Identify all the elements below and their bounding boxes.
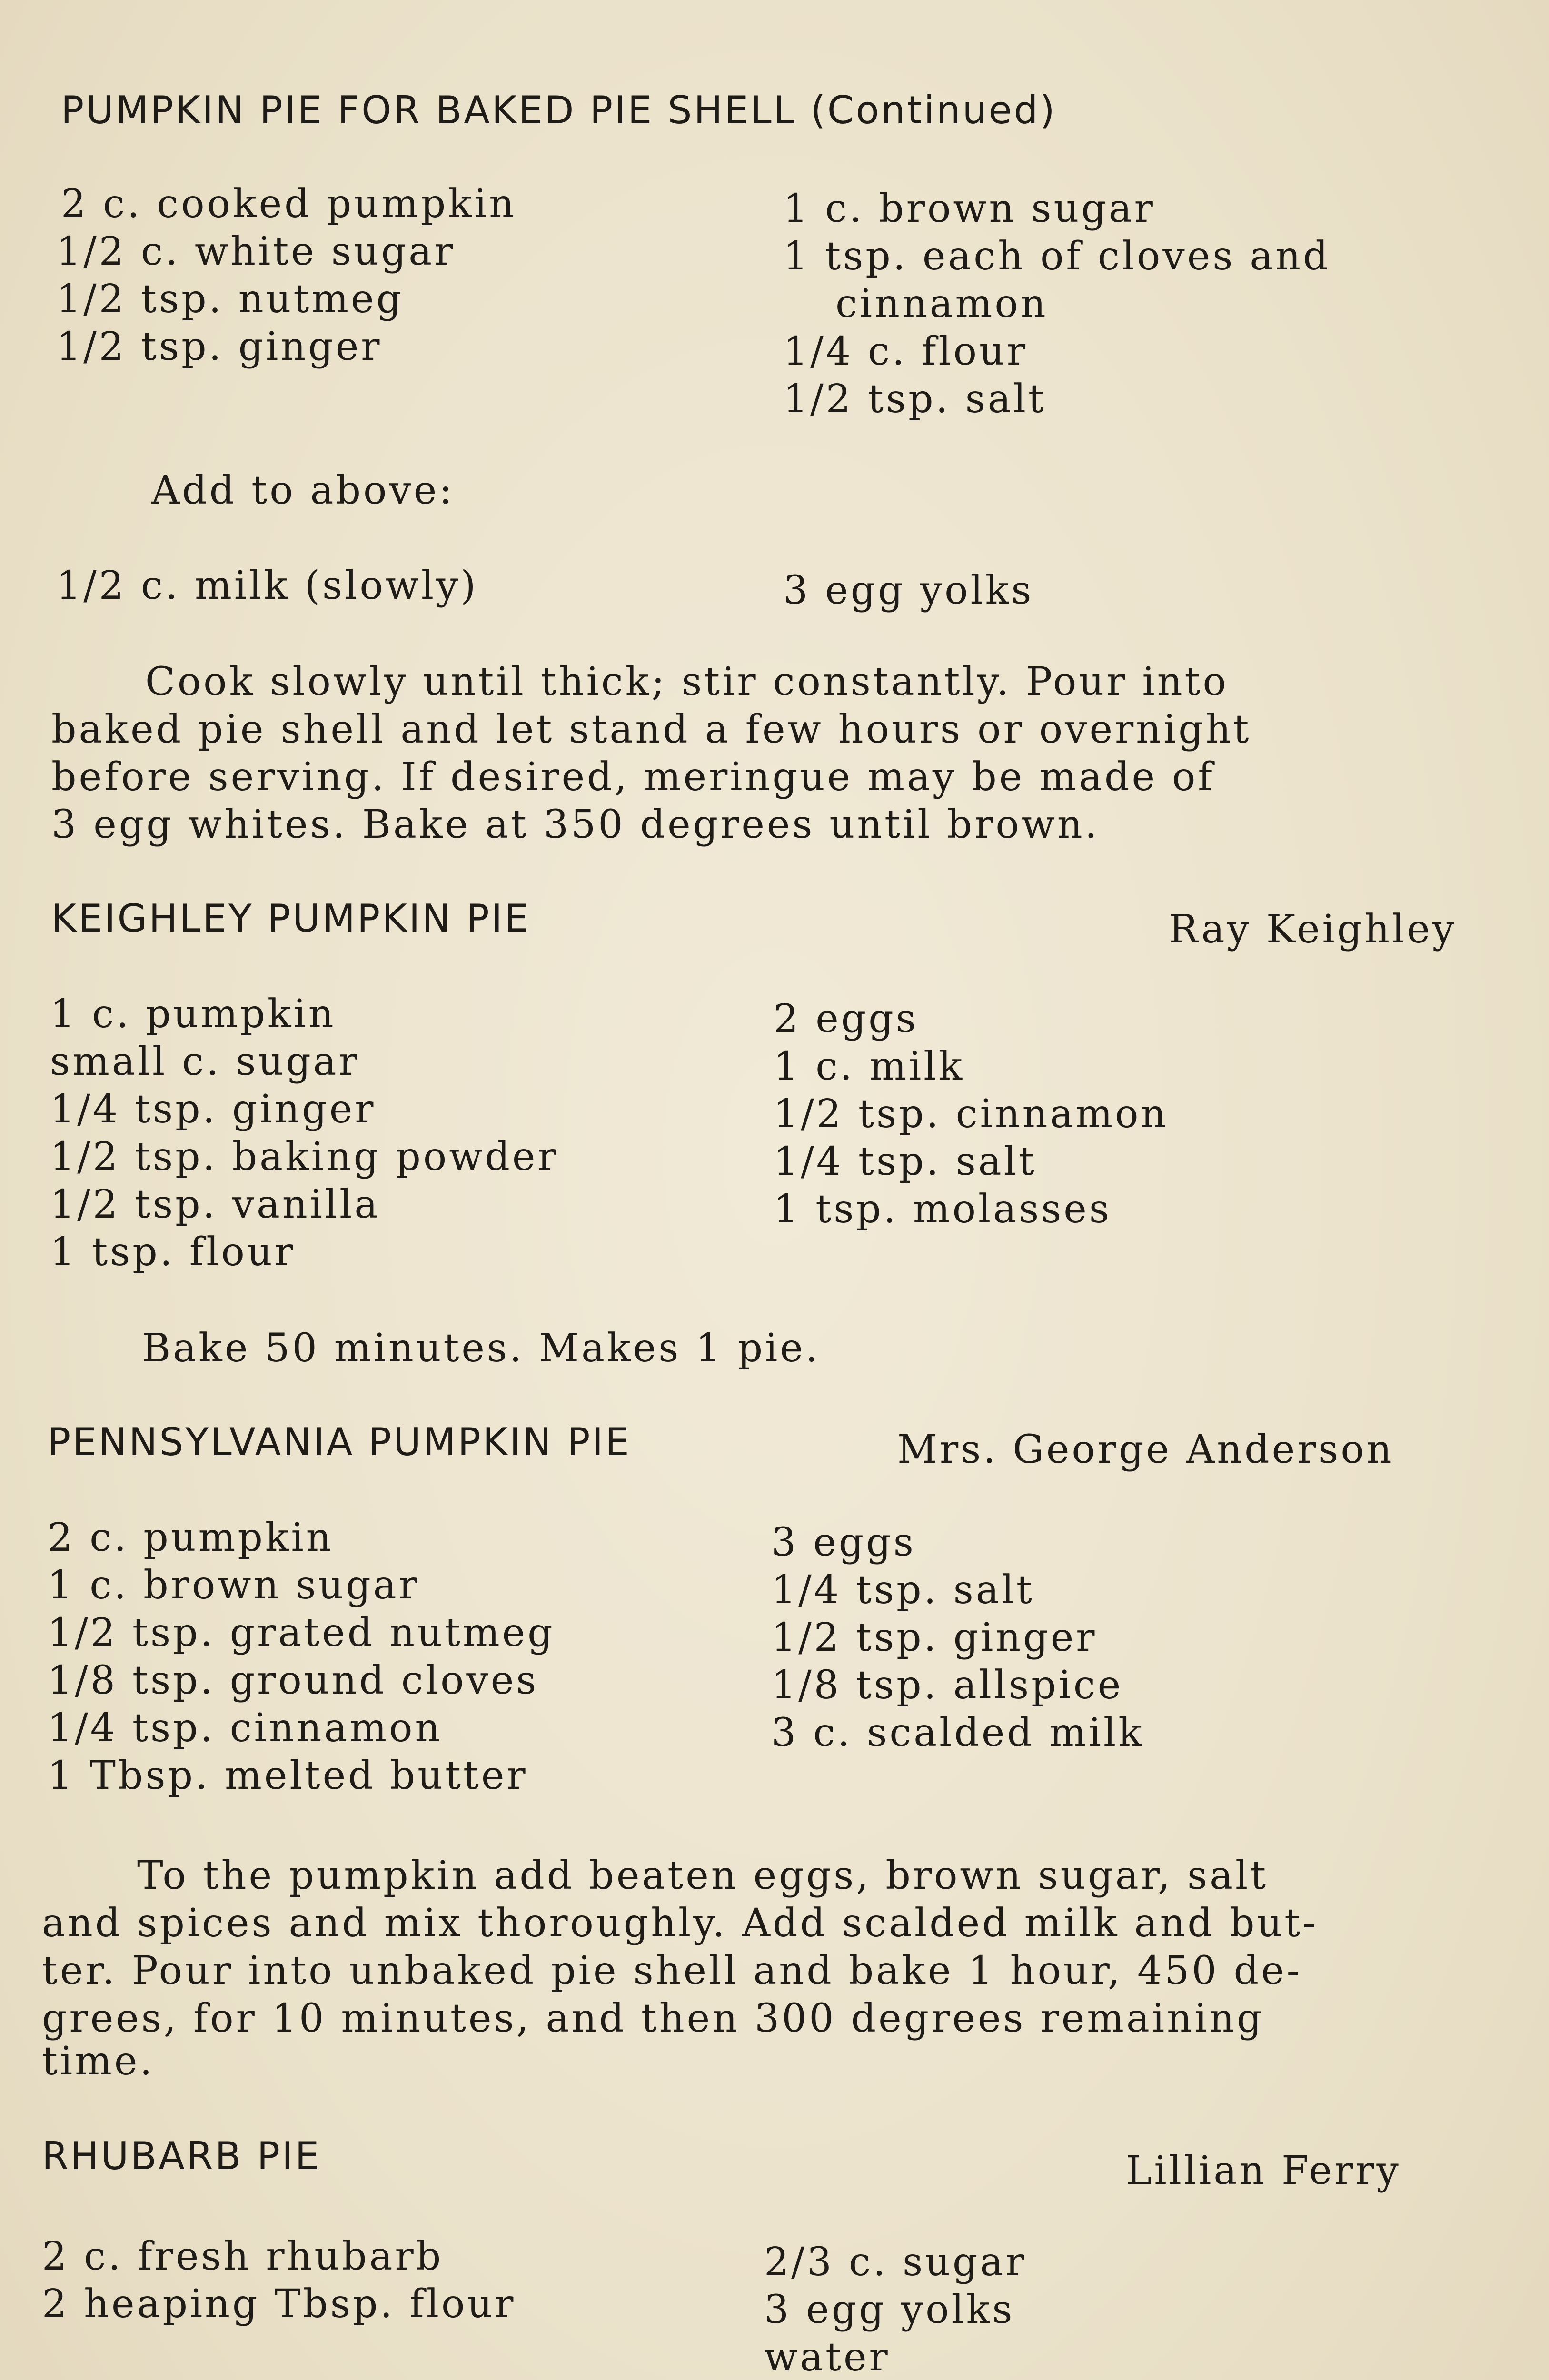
directions-line: before serving. If desired, meringue may be made of — [51, 754, 1215, 800]
ingredient: 1/4 c. flour — [783, 329, 1028, 374]
ingredient: 1 tsp. each of cloves and — [783, 234, 1331, 279]
ingredient: 1/8 tsp. ground cloves — [48, 1658, 539, 1703]
ingredient: 1 tsp. molasses — [774, 1187, 1112, 1232]
recipe-author: Mrs. George Anderson — [897, 1427, 1394, 1472]
ingredient: 1/2 c. white sugar — [56, 229, 456, 274]
ingredient: 1/2 tsp. grated nutmeg — [48, 1610, 555, 1656]
ingredient: 1/4 tsp. salt — [774, 1139, 1037, 1184]
ingredient: 1/2 c. milk (slowly) — [56, 563, 478, 608]
recipe-author: Lillian Ferry — [1126, 2148, 1401, 2193]
directions-line: baked pie shell and let stand a few hours or overnight — [51, 707, 1251, 752]
ingredient: 2 c. cooked pumpkin — [61, 181, 517, 227]
directions-line: grees, for 10 minutes, and then 300 degrees remaining — [42, 1996, 1264, 2041]
ingredient: small c. sugar — [50, 1039, 360, 1084]
ingredient: 3 eggs — [771, 1520, 916, 1565]
ingredient: 1 Tbsp. melted butter — [48, 1753, 528, 1798]
ingredient: 2 c. fresh rhubarb — [42, 2234, 444, 2279]
ingredient: 1 c. brown sugar — [48, 1563, 420, 1608]
ingredient: 1/2 tsp. cinnamon — [774, 1091, 1169, 1137]
directions-line: 3 egg whites. Bake at 350 degrees until brown. — [51, 802, 1100, 847]
ingredient: 1/2 tsp. ginger — [771, 1615, 1097, 1660]
ingredient: water — [764, 2335, 890, 2380]
ingredient: 1/4 tsp. cinnamon — [48, 1706, 443, 1751]
ingredient: 1/2 tsp. salt — [783, 377, 1046, 422]
ingredient: 3 egg yolks — [783, 568, 1034, 613]
ingredient: 1 c. milk — [774, 1044, 965, 1089]
ingredient: 2/3 c. sugar — [764, 2240, 1027, 2285]
directions-line: Cook slowly until thick; stir constantly. Pour into — [145, 659, 1229, 704]
ingredient: 1/4 tsp. salt — [771, 1567, 1034, 1613]
ingredient: cinnamon — [835, 281, 1048, 327]
recipe-title-pennsylvania: PENNSYLVANIA PUMPKIN PIE — [48, 1420, 631, 1464]
ingredient: 2 eggs — [774, 996, 918, 1041]
ingredient: 1 c. brown sugar — [783, 186, 1155, 231]
directions-line: and spices and mix thoroughly. Add scalded milk and but- — [42, 1901, 1318, 1946]
recipe-title-pumpkin-baked-shell: PUMPKIN PIE FOR BAKED PIE SHELL (Continued) — [61, 88, 1057, 132]
ingredient: 2 heaping Tbsp. flour — [42, 2281, 516, 2327]
ingredient: 3 c. scalded milk — [771, 1710, 1144, 1755]
ingredient: 1/8 tsp. allspice — [771, 1663, 1123, 1708]
directions-line: To the pumpkin add beaten eggs, brown sugar, salt — [137, 1853, 1269, 1898]
directions-line: time. — [42, 2039, 155, 2084]
ingredient: 1/2 tsp. ginger — [56, 324, 382, 369]
recipe-title-keighley: KEIGHLEY PUMPKIN PIE — [51, 896, 530, 941]
directions-line: ter. Pour into unbaked pie shell and bake 1 hour, 450 de- — [42, 1948, 1302, 1993]
ingredient: 2 c. pumpkin — [48, 1515, 334, 1560]
ingredient: 1 tsp. flour — [50, 1230, 296, 1275]
add-label: Add to above: — [151, 468, 455, 513]
recipe-author: Ray Keighley — [1169, 907, 1457, 952]
ingredient: 1 c. pumpkin — [50, 992, 336, 1037]
ingredient: 1/2 tsp. baking powder — [50, 1134, 559, 1180]
recipe-title-rhubarb: RHUBARB PIE — [42, 2134, 321, 2178]
ingredient: 1/2 tsp. nutmeg — [56, 277, 404, 322]
ingredient: 1/2 tsp. vanilla — [50, 1182, 380, 1227]
directions-line: Bake 50 minutes. Makes 1 pie. — [142, 1326, 820, 1371]
ingredient: 1/4 tsp. ginger — [50, 1087, 376, 1132]
ingredient: 3 egg yolks — [764, 2287, 1015, 2332]
